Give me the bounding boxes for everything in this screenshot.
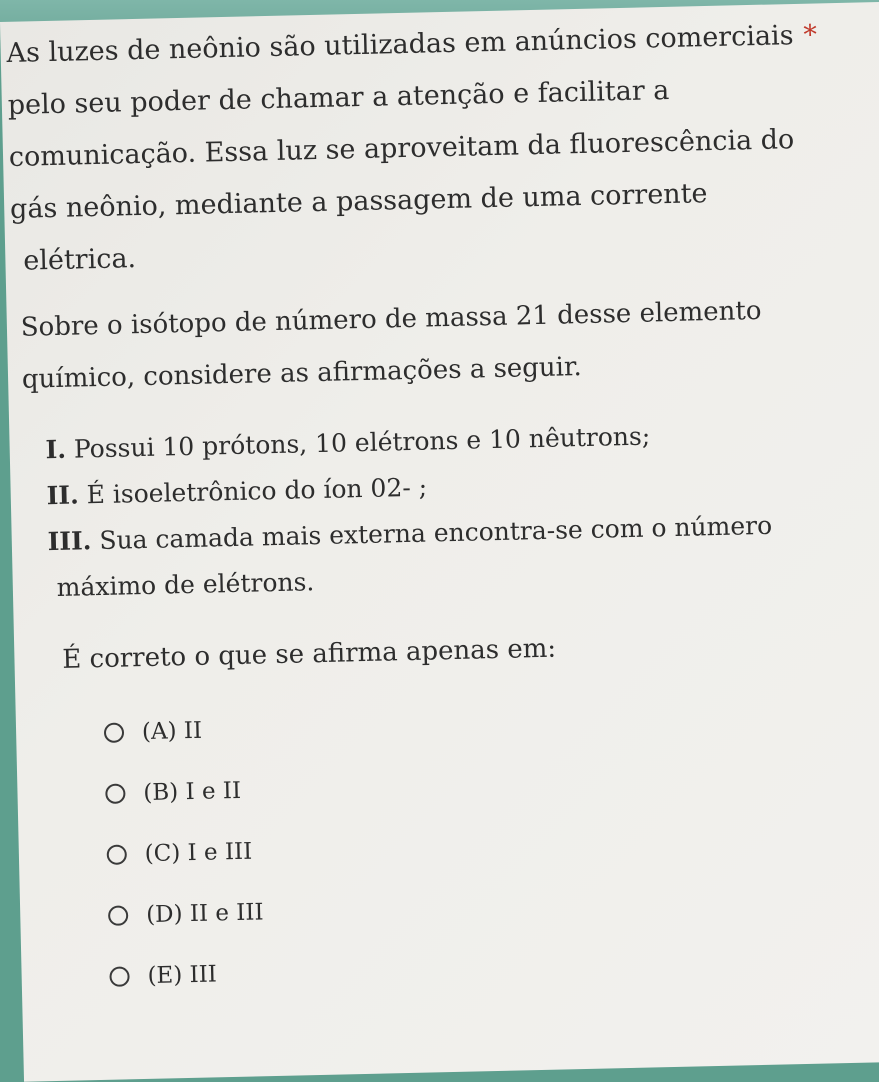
question-line-3: comunicação. Essa luz se aproveitam da fluorescência do xyxy=(8,124,795,173)
statement-1-number: I. xyxy=(45,434,67,465)
answer-options xyxy=(21,684,879,1008)
statement-3-text: Sua camada mais externa encontra-se com o número xyxy=(91,510,773,556)
question-content xyxy=(6,8,879,1008)
radio-circle-icon[interactable] xyxy=(105,783,125,803)
question-line-5: elétrica. xyxy=(22,243,137,277)
context-line-1: Sobre o isótopo de número de massa 21 desse elemento xyxy=(20,295,762,343)
option-e-label: (E) III xyxy=(147,960,218,989)
required-asterisk: * xyxy=(803,19,818,51)
statement-2-number: II. xyxy=(46,480,80,511)
context-line-2: químico, considere as afirmações a seguir. xyxy=(21,352,583,395)
option-d-label: (D) II e III xyxy=(145,898,264,928)
statement-3-continuation: máximo de elétrons. xyxy=(56,567,315,602)
option-a-label: (A) II xyxy=(141,717,203,745)
question-line-4: gás neônio, mediante a passagem de uma corrente xyxy=(9,178,708,225)
radio-circle-icon[interactable] xyxy=(109,966,129,986)
statements-list xyxy=(15,409,859,612)
statement-2-text: É isoeletrônico do íon 02- ; xyxy=(78,472,428,510)
question-text xyxy=(6,9,852,288)
radio-circle-icon[interactable] xyxy=(107,844,127,864)
option-b-label: (B) I e II xyxy=(143,777,242,806)
radio-circle-icon[interactable] xyxy=(104,722,124,742)
question-line-1: As luzes de neônio são utilizadas em anúncios comerciais xyxy=(6,20,794,69)
statement-1-text: Possui 10 prótons, 10 elétrons e 10 nêutrons; xyxy=(65,421,651,464)
statement-3-number: III. xyxy=(47,526,92,557)
radio-circle-icon[interactable] xyxy=(108,905,128,925)
option-c-label: (C) I e III xyxy=(144,838,253,867)
question-context xyxy=(12,283,852,406)
answer-prompt: É correto o que se afirma apenas em: xyxy=(62,633,557,675)
question-line-2: pelo seu poder de chamar a atenção e facilitar a xyxy=(7,74,670,121)
